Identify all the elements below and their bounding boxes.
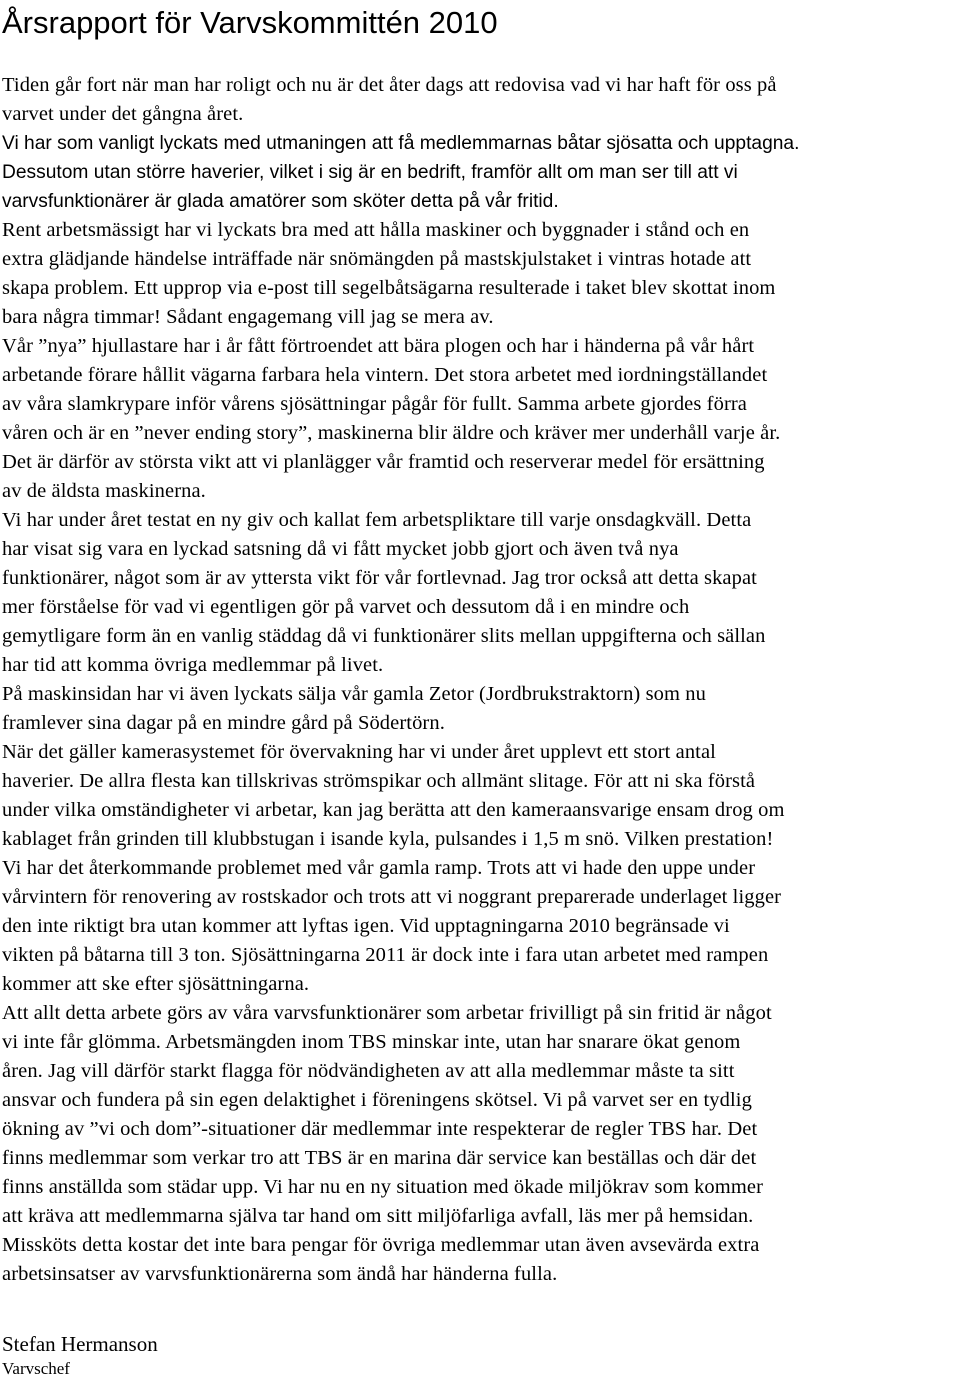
text-line: Det är därför av största vikt att vi planlägger vår framtid och reserverar medel för ersättning <box>2 451 765 473</box>
text-line: bara några timmar! Sådant engagemang vill jag se mera av. <box>2 306 494 328</box>
text-line: mer förståelse för vad vi egentligen gör på varvet och dessutom då i en mindre och <box>2 596 690 618</box>
text-line: Vi har under året testat en ny giv och kallat fem arbetspliktare till varje onsdagkväll. Detta <box>2 509 752 531</box>
text-line: vi inte får glömma. Arbetsmängden inom TBS minskar inte, utan har snarare ökat genom <box>2 1031 741 1053</box>
text-line: av våra slamkrypare inför vårens sjösättningar pågår för fullt. Samma arbete gjordes förra <box>2 393 748 415</box>
text-line: Vår ”nya” hjullastare har i år fått förtroendet att bära plogen och har i händerna på vår hårt <box>2 335 755 357</box>
text-line: framlever sina dagar på en mindre gård på Södertörn. <box>2 712 445 734</box>
text-line: Vi har som vanligt lyckats med utmaningen att få medlemmarnas båtar sjösatta och upptagna. <box>2 133 800 154</box>
text-line: under vilka omständigheter vi arbetar, kan jag berätta att den kameraansvarige ensam drog om <box>2 799 785 821</box>
text-line: våren och är en ”never ending story”, maskinerna blir äldre och kräver mer underhåll varje år. <box>2 422 781 444</box>
text-line: att kräva att medlemmarna själva tar hand om sitt miljöfarliga avfall, läs mer på hemsidan. <box>2 1205 754 1227</box>
text-line: arbetsinsatser av varvsfunktionärerna som ändå har händerna fulla. <box>2 1263 558 1285</box>
text-line: kablaget från grinden till klubbstugan i isande kyla, pulsandes i 1,5 m snö. Vilken prestation! <box>2 828 774 850</box>
text-line: funktionärer, något som är av yttersta vikt för vår fortlevnad. Jag tror också att detta skapat <box>2 567 757 589</box>
text-line: kommer att ske efter sjösättningarna. <box>2 973 310 995</box>
text-line: Tiden går fort när man har roligt och nu är det åter dags att redovisa vad vi har haft för oss på <box>2 74 777 96</box>
text-line: Dessutom utan större haverier, vilket i sig är en bedrift, framför allt om man ser till att vi <box>2 162 738 183</box>
text-line: av de äldsta maskinerna. <box>2 480 206 502</box>
text-line: Rent arbetsmässigt har vi lyckats bra med att hålla maskiner och byggnader i stånd och en <box>2 219 750 241</box>
signature-block <box>2 1330 158 1380</box>
text-line: finns anställda som städar upp. Vi har nu en ny situation med ökade miljökrav som kommer <box>2 1176 764 1198</box>
text-line: varvet under det gångna året. <box>2 103 244 125</box>
text-line: arbetande förare hållit vägarna farbara hela vintern. Det stora arbetet med iordningställandet <box>2 364 768 386</box>
text-line: ansvar och fundera på sin egen delaktighet i föreningens skötsel. Vi på varvet ser en tydlig <box>2 1089 752 1111</box>
document-body <box>2 71 956 1289</box>
signature-name: Stefan Hermanson <box>2 1332 158 1356</box>
text-line: gemytligare form än en vanlig städdag då vi funktionärer slits mellan uppgifterna och sällan <box>2 625 766 647</box>
text-line: På maskinsidan har vi även lyckats sälja vår gamla Zetor (Jordbrukstraktorn) som nu <box>2 683 706 705</box>
text-line: vårvintern för renovering av rostskador och trots att vi noggrant preparerade underlaget ligger <box>2 886 782 908</box>
signature-role: Varvschef <box>2 1359 70 1378</box>
text-line: extra glädjande händelse inträffade när snömängden på mastskjulstaket i vintras hotade att <box>2 248 752 270</box>
text-line: åren. Jag vill därför starkt flagga för nödvändigheten av att alla medlemmar måste ta sitt <box>2 1060 735 1082</box>
text-line: Att allt detta arbete görs av våra varvsfunktionärer som arbetar frivilligt på sin fritid är något <box>2 1002 772 1024</box>
text-line: vikten på båtarna till 3 ton. Sjösättningarna 2011 är dock inte i fara utan arbetet med rampen <box>2 944 769 966</box>
text-line: När det gäller kamerasystemet för övervakning har vi under året upplevt ett stort antal <box>2 741 716 763</box>
text-line: den inte riktigt bra utan kommer att lyftas igen. Vid upptagningarna 2010 begränsade vi <box>2 915 730 937</box>
text-line: ökning av ”vi och dom”-situationer där medlemmar inte respekterar de regler TBS har. Det <box>2 1118 758 1140</box>
text-line: varvsfunktionärer är glada amatörer som sköter detta på vår fritid. <box>2 191 559 212</box>
text-line: Vi har det återkommande problemet med vår gamla ramp. Trots att vi hade den uppe under <box>2 857 756 879</box>
text-line: finns medlemmar som verkar tro att TBS är en marina där service kan beställas och där det <box>2 1147 757 1169</box>
text-line: Missköts detta kostar det inte bara pengar för övriga medlemmar utan även avsevärda extra <box>2 1234 760 1256</box>
text-line: haverier. De allra flesta kan tillskrivas strömspikar och allmänt slitage. För att ni ska förstå <box>2 770 756 792</box>
text-line: har tid att komma övriga medlemmar på livet. <box>2 654 384 676</box>
document-title: Årsrapport för Varvskommittén 2010 <box>2 5 498 40</box>
text-line: skapa problem. Ett upprop via e-post till segelbåtsägarna resulterade i taket blev skottat inom <box>2 277 776 299</box>
text-line: har visat sig vara en lyckad satsning då vi fått mycket jobb gjort och även två nya <box>2 538 679 560</box>
